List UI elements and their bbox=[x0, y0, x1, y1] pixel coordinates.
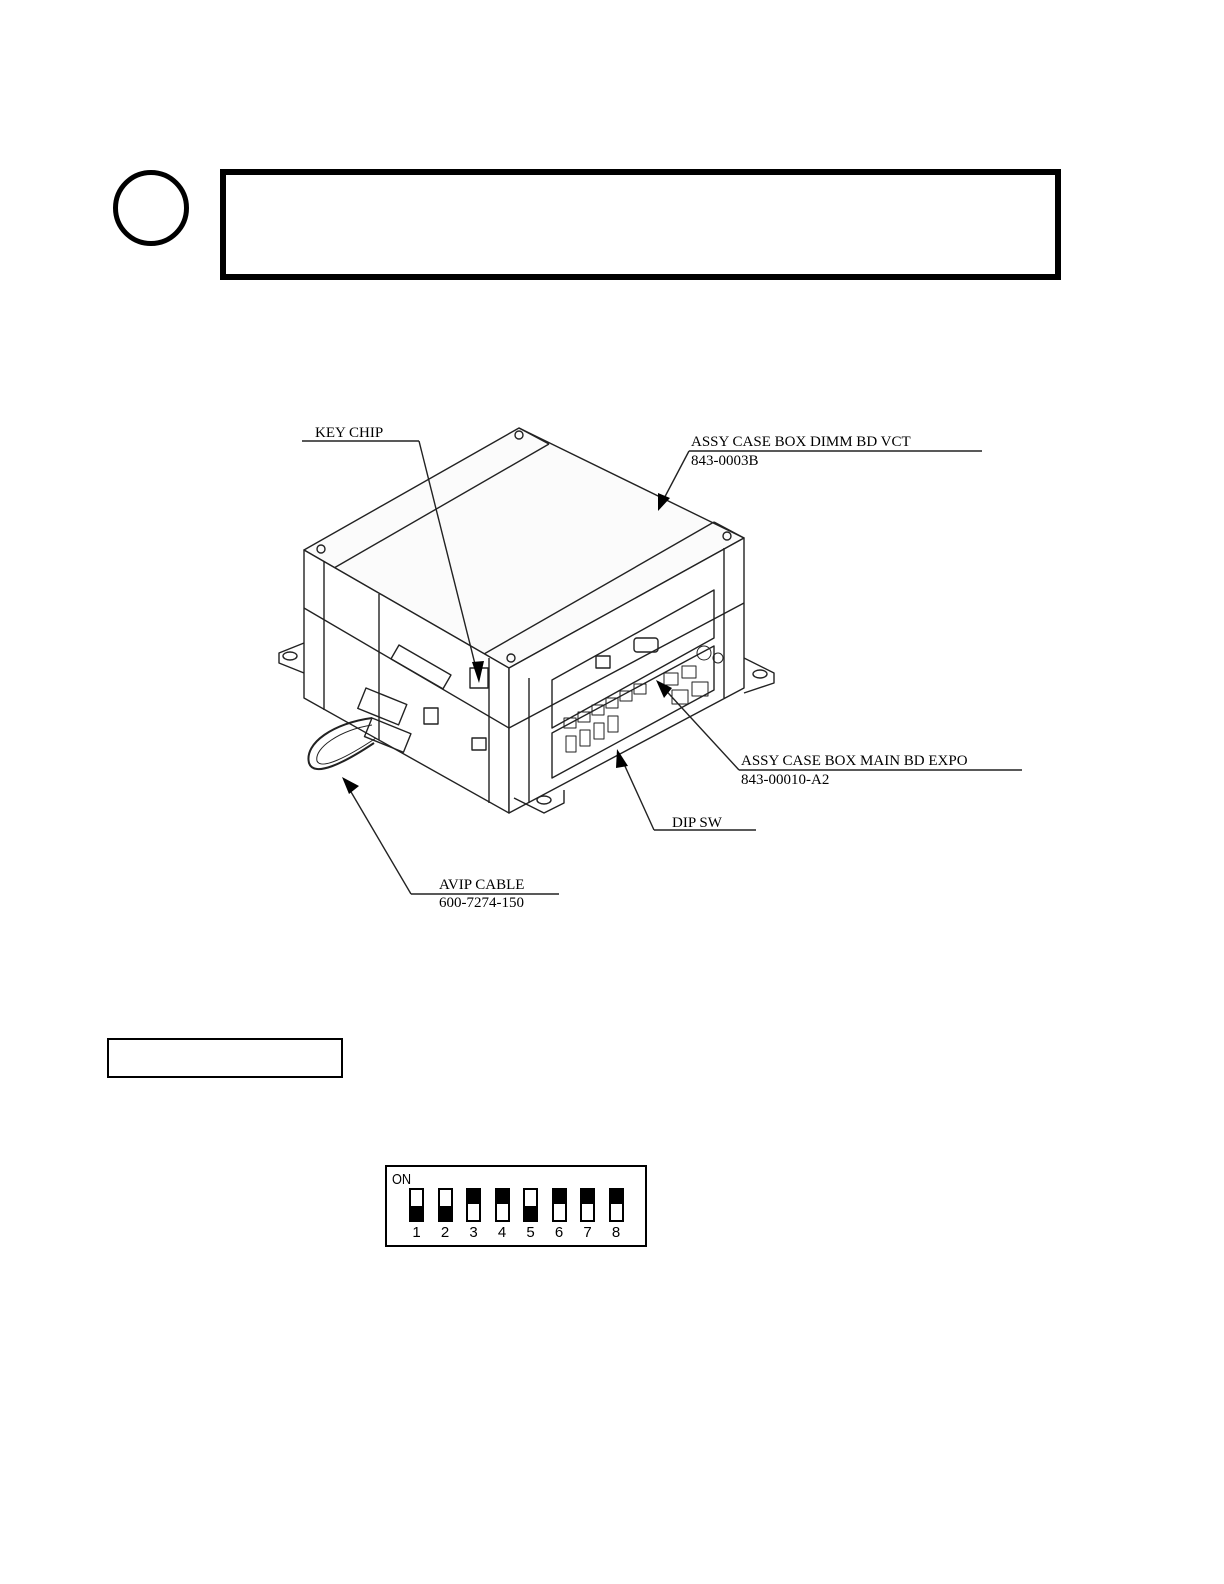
dip-switch-number: 5 bbox=[526, 1224, 535, 1241]
dip-on-label: ON bbox=[392, 1171, 412, 1188]
label-dimm-part: 843-0003B bbox=[691, 453, 759, 469]
dip-switch-knob bbox=[497, 1190, 508, 1204]
dip-switch-knob bbox=[611, 1190, 622, 1204]
dip-switch-number: 8 bbox=[611, 1224, 621, 1241]
dip-switch-knob bbox=[525, 1206, 536, 1220]
dip-switch-2 bbox=[438, 1188, 453, 1222]
label-key-chip: KEY CHIP bbox=[315, 425, 384, 441]
caution-circle-icon bbox=[113, 170, 189, 246]
label-avip-part: 600-7274-150 bbox=[439, 895, 524, 911]
dip-switch-8 bbox=[609, 1188, 624, 1222]
dip-switch-5 bbox=[523, 1188, 538, 1222]
label-avip-cable: AVIP CABLE bbox=[439, 877, 525, 893]
dip-switch-diagram bbox=[385, 1165, 647, 1247]
label-dimm-board: ASSY CASE BOX DIMM BD VCT bbox=[691, 434, 911, 450]
dip-switch-number: 4 bbox=[497, 1224, 507, 1241]
dip-switch-3 bbox=[466, 1188, 481, 1222]
dip-switch-number: 7 bbox=[583, 1224, 592, 1241]
dip-switch-knob bbox=[440, 1206, 451, 1220]
dip-switch-7 bbox=[580, 1188, 595, 1222]
dip-switch-number: 2 bbox=[440, 1224, 450, 1241]
dip-switch-1 bbox=[409, 1188, 424, 1222]
dip-switch-number: 3 bbox=[469, 1224, 478, 1241]
section-header-box bbox=[107, 1038, 343, 1078]
label-dip-sw: DIP SW bbox=[672, 815, 722, 831]
dip-switch-knob bbox=[468, 1190, 479, 1204]
dip-switch-knob bbox=[411, 1206, 422, 1220]
label-main-part: 843-00010-A2 bbox=[741, 772, 830, 788]
dip-switch-number: 6 bbox=[554, 1224, 564, 1241]
dip-switch-knob bbox=[554, 1190, 565, 1204]
label-main-board: ASSY CASE BOX MAIN BD EXPO bbox=[741, 753, 968, 769]
caution-box bbox=[220, 169, 1061, 280]
case-box-drawing bbox=[274, 418, 1030, 918]
dip-switch-number: 1 bbox=[412, 1224, 421, 1241]
dip-switch-4 bbox=[495, 1188, 510, 1222]
dip-switch-knob bbox=[582, 1190, 593, 1204]
dip-switch-6 bbox=[552, 1188, 567, 1222]
case-box-illustration bbox=[274, 418, 1030, 918]
